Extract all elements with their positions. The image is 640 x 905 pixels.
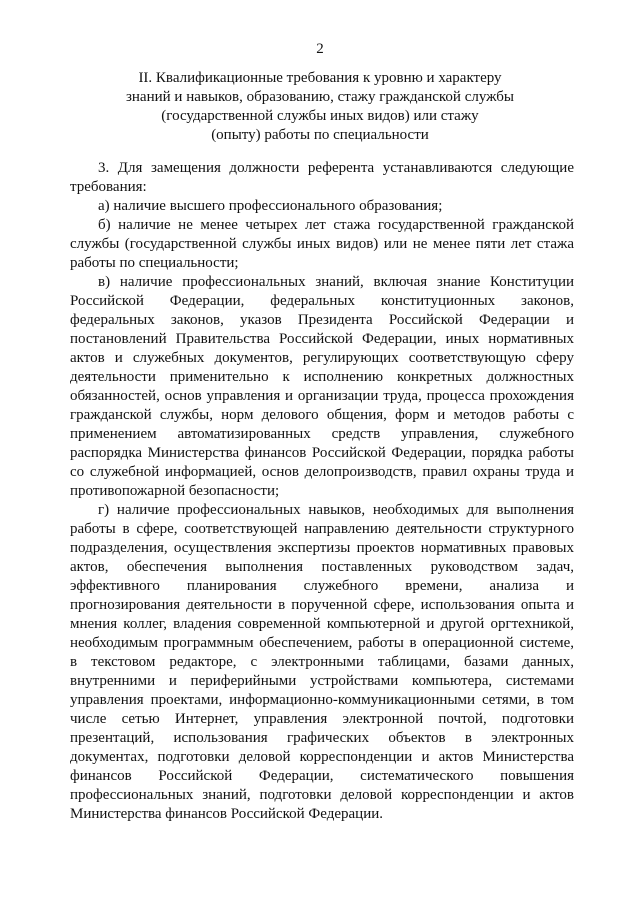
paragraph-pb <box>70 216 574 273</box>
paragraph-line: прогнозирования деятельности в порученной сфере, использования опыта и <box>70 597 574 613</box>
paragraph-line: работы по специальности; <box>70 255 239 271</box>
paragraph-line: актов и служебных документов, регулирующих соответствующую сферу <box>70 350 574 366</box>
paragraph-line: Российской Федерации, федеральных конституционных законов, <box>70 293 574 309</box>
paragraph-line: управления проектами, информационно-коммуникационными сетями, в том <box>70 692 574 708</box>
paragraph-pv <box>70 273 574 501</box>
paragraph-line: мнения коллег, владения современной компьютерной и другой оргтехникой, <box>70 616 574 632</box>
paragraph-line: службы (государственной службы иных видов) или не менее пяти лет стажа <box>70 236 574 252</box>
paragraph-line: противопожарной безопасности; <box>70 483 280 499</box>
paragraph-line: подразделения, осуществления экспертизы проектов нормативных правовых <box>70 540 574 556</box>
paragraph-line: деятельности применительно к исполнению конкретных должностных <box>70 369 574 385</box>
paragraph-line: со служебной информацией, основ делопроизводств, правил охраны труда и <box>70 464 574 480</box>
paragraph-line: эффективного планирования служебного времени, анализа и <box>70 578 574 594</box>
paragraph-line: в) наличие профессиональных знаний, включая знание Конституции <box>98 274 574 290</box>
paragraph-line: обязанностей, основ управления и организации труда, процесса прохождения <box>70 388 574 404</box>
section-title-line: (государственной службы иных видов) или стажу <box>161 108 479 124</box>
paragraph-p3 <box>70 159 574 197</box>
paragraph-line: распорядка Министерства финансов Российской Федерации, порядка работы <box>70 445 574 461</box>
paragraph-line: б) наличие не менее четырех лет стажа государственной гражданской <box>98 217 574 233</box>
paragraph-line: профессиональных знаний, подготовки деловой корреспонденции и актов <box>70 787 574 803</box>
paragraph-pa <box>70 197 574 216</box>
paragraph-line: работы в сфере, соответствующей направлению деятельности структурного <box>70 521 574 537</box>
paragraph-line: 3. Для замещения должности референта устанавливаются следующие <box>98 160 574 176</box>
requirements-body <box>70 159 574 824</box>
paragraph-line: документах, подготовки деловой корреспонденции и актов Министерства <box>70 749 574 765</box>
section-title-line: (опыту) работы по специальности <box>211 127 429 143</box>
paragraph-line: внутренними и периферийными устройствами компьютера, системами <box>70 673 574 689</box>
paragraph-line: необходимым программным обеспечением, работы в операционной системе, <box>70 635 574 651</box>
paragraph-line: гражданской службы, норм делового общения, форм и методов работы с <box>70 407 574 423</box>
paragraph-line: финансов Российской Федерации, систематического повышения <box>70 768 574 784</box>
paragraph-line: а) наличие высшего профессионального образования; <box>98 198 443 214</box>
paragraph-line: Министерства финансов Российской Федерации. <box>70 806 384 822</box>
section-title <box>70 69 570 145</box>
page-number: 2 <box>316 41 324 57</box>
paragraph-line: федеральных законов, указов Президента Российской Федерации и <box>70 312 574 328</box>
paragraph-line: г) наличие профессиональных навыков, необходимых для выполнения <box>98 502 574 518</box>
section-title-line: знаний и навыков, образованию, стажу гражданской службы <box>125 89 515 105</box>
paragraph-line: в текстовом редакторе, с электронными таблицами, базами данных, <box>70 654 574 670</box>
paragraph-line: постановлений Правительства Российской Федерации, иных нормативных <box>70 331 574 347</box>
paragraph-pg <box>70 501 574 824</box>
paragraph-line: актов, обеспечения выполнения поставленных руководством задач, <box>70 559 574 575</box>
paragraph-line: презентаций, использования графических объектов в электронных <box>70 730 574 746</box>
section-title-line: II. Квалификационные требования к уровню и характеру <box>138 70 502 86</box>
paragraph-line: числе сетью Интернет, управления электронной почтой, подготовки <box>70 711 574 727</box>
paragraph-line: требования: <box>70 179 147 195</box>
paragraph-line: применением автоматизированных средств управления, служебного <box>70 426 574 442</box>
